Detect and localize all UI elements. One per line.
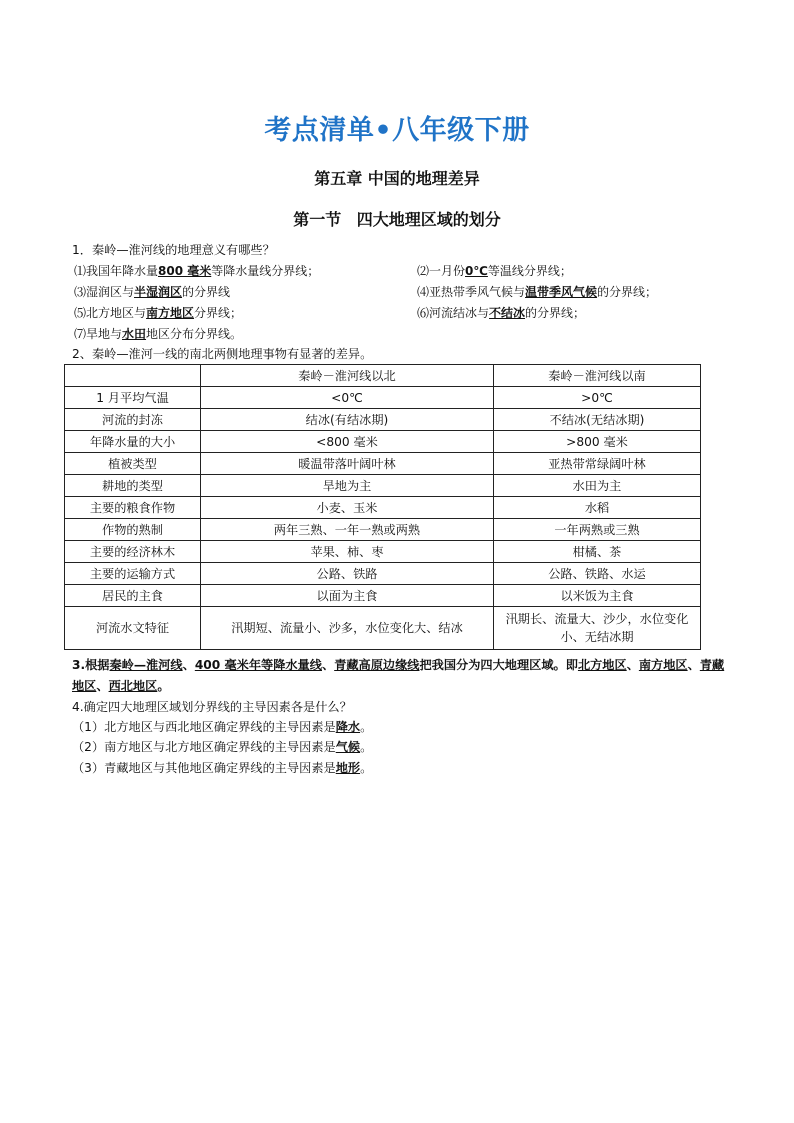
key-term: 不结冰	[489, 306, 526, 320]
q2-heading: 2、秦岭—淮河一线的南北两侧地理事物有显著的差异。	[72, 347, 373, 361]
table-cell: 水田为主	[494, 475, 701, 497]
section-heading: 第一节 四大地理区域的划分	[293, 210, 501, 229]
item-text: ⑵一月份	[417, 264, 466, 278]
table-row	[65, 541, 701, 563]
para-text: 、	[687, 658, 700, 672]
table-cell: 耕地的类型	[65, 475, 201, 497]
table-row	[65, 431, 701, 453]
q4-heading: 4.确定四大地理区域划分界线的主导因素各是什么？	[72, 700, 352, 714]
table-cell: 主要的粮食作物	[65, 497, 201, 519]
table-row	[65, 409, 701, 431]
item-text: ⑷亚热带季风气候与	[417, 285, 526, 299]
table-row	[65, 497, 701, 519]
table-cell: >0℃	[494, 387, 701, 409]
table-cell: 结冰(有结冰期)	[201, 409, 494, 431]
item-text: ⑴我国年降水量	[74, 264, 159, 278]
table-cell: 以米饭为主食	[494, 585, 701, 607]
table-cell: 作物的熟制	[65, 519, 201, 541]
document-title: 考点清单•八年级下册	[264, 115, 530, 146]
item-text: （2）南方地区与北方地区确定界线的主导因素是	[72, 740, 336, 754]
q4-item-2	[72, 737, 372, 757]
key-term: 北方地区	[577, 658, 627, 672]
para-text: 、	[322, 658, 335, 672]
table-row	[65, 519, 701, 541]
key-term: 降水	[335, 720, 361, 734]
table-header-cell: 秦岭－淮河线以南	[494, 365, 701, 387]
para-text: 把我国分为四大地理区域。即	[419, 658, 578, 672]
item-text: ⑺旱地与	[74, 327, 123, 341]
q1-item-7	[74, 324, 242, 344]
table-cell: 公路、铁路	[201, 563, 494, 585]
q1-item-3	[74, 282, 230, 302]
q3-paragraph	[72, 655, 732, 697]
table-cell: <800 毫米	[201, 431, 494, 453]
key-term: 青藏高原边缘线	[334, 658, 420, 672]
table-cell: 两年三熟、一年一熟或两熟	[201, 519, 494, 541]
table-cell: 植被类型	[65, 453, 201, 475]
key-term: 西北地区	[108, 679, 158, 693]
item-text: 等降水量线分界线；	[211, 264, 320, 278]
table-header-row	[65, 365, 701, 387]
key-term: 温带季风气候	[525, 285, 598, 299]
key-term: 地形	[335, 761, 361, 775]
table-row	[65, 475, 701, 497]
table-cell: 亚热带常绿阔叶林	[494, 453, 701, 475]
table-header-cell: 秦岭－淮河线以北	[201, 365, 494, 387]
table-row	[65, 607, 701, 650]
key-term: 气候	[335, 740, 361, 754]
key-term: 0℃	[465, 264, 488, 278]
item-text: ⑸北方地区与	[74, 306, 147, 320]
q4-item-1	[72, 717, 372, 737]
q1-item-5	[74, 303, 242, 323]
item-text: 分界线；	[194, 306, 243, 320]
item-text: ⑹河流结冰与	[417, 306, 490, 320]
table-cell: 不结冰(无结冰期)	[494, 409, 701, 431]
comparison-table	[64, 364, 701, 650]
table-cell: 苹果、柿、枣	[201, 541, 494, 563]
key-term: 800 毫米	[158, 264, 212, 278]
item-text: 。	[360, 740, 373, 754]
table-cell: 年降水量的大小	[65, 431, 201, 453]
key-term: 半湿润区	[134, 285, 183, 299]
table-cell: 主要的经济林木	[65, 541, 201, 563]
table-cell: 柑橘、茶	[494, 541, 701, 563]
item-text: 的分界线；	[525, 306, 586, 320]
key-term: 青藏地区	[72, 658, 725, 693]
key-term: 秦岭—淮河线	[109, 658, 183, 672]
table-cell: 水稻	[494, 497, 701, 519]
item-text: 。	[360, 761, 373, 775]
key-term: 南方地区	[638, 658, 688, 672]
item-text: 的分界线；	[597, 285, 658, 299]
para-text: 、	[626, 658, 639, 672]
item-text: （1）北方地区与西北地区确定界线的主导因素是	[72, 720, 336, 734]
table-header-cell	[65, 365, 201, 387]
para-text: 3.根据	[72, 658, 110, 672]
table-cell: 河流的封冻	[65, 409, 201, 431]
key-term: 水田	[122, 327, 147, 341]
chapter-heading: 第五章 中国的地理差异	[314, 169, 480, 188]
table-cell: 居民的主食	[65, 585, 201, 607]
item-text: （3）青藏地区与其他地区确定界线的主导因素是	[72, 761, 336, 775]
q1-heading: 1．秦岭—淮河线的地理意义有哪些？	[72, 243, 275, 257]
table-cell: <0℃	[201, 387, 494, 409]
table-cell: 主要的运输方式	[65, 563, 201, 585]
table-cell: 河流水文特征	[65, 607, 201, 650]
table-row	[65, 563, 701, 585]
item-text: 的分界线	[182, 285, 231, 299]
table-row	[65, 453, 701, 475]
table-cell: 1 月平均气温	[65, 387, 201, 409]
q1-item-4	[417, 282, 657, 302]
table-cell: 小麦、玉米	[201, 497, 494, 519]
item-text: 。	[360, 720, 373, 734]
table-cell: >800 毫米	[494, 431, 701, 453]
table-cell: 汛期短、流量小、沙多，水位变化大、结冰	[201, 607, 494, 650]
table-cell: 以面为主食	[201, 585, 494, 607]
table-cell: 公路、铁路、水运	[494, 563, 701, 585]
key-term: 南方地区	[146, 306, 195, 320]
table-cell: 旱地为主	[201, 475, 494, 497]
para-text: 。	[157, 679, 170, 693]
item-text: ⑶湿润区与	[74, 285, 135, 299]
table-row	[65, 585, 701, 607]
para-text: 、	[182, 658, 195, 672]
q1-item-1	[74, 261, 319, 281]
para-text: 、	[96, 679, 109, 693]
table-cell: 暖温带落叶阔叶林	[201, 453, 494, 475]
item-text: 地区分布分界线。	[146, 327, 243, 341]
item-text: 等温线分界线；	[487, 264, 572, 278]
table-cell: 汛期长、流量大、沙少，水位变化小、无结冰期	[494, 607, 701, 650]
q4-item-3	[72, 758, 372, 778]
table-cell: 一年两熟或三熟	[494, 519, 701, 541]
key-term: 400 毫米年等降水量线	[194, 658, 322, 672]
table-row	[65, 387, 701, 409]
q1-item-2	[417, 261, 572, 281]
q1-item-6	[417, 303, 585, 323]
